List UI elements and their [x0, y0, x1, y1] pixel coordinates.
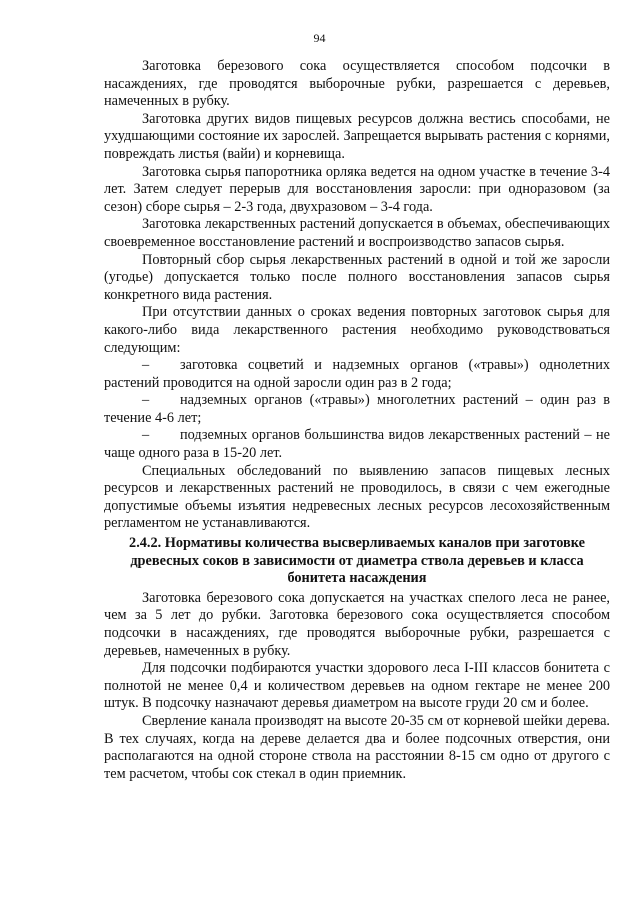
paragraph: Сверление канала производят на высоте 20-35 см от корневой шейки дерева. В тех случаях, когда на дереве делается два и более подсочных отверстия, они располагаются на одной стороне ствола на расстоянии 8-15 см одно от другого с тем расчетом, чтобы сок стекал в один приемник.: [104, 712, 610, 782]
list-item-text: заготовка соцветий и надземных органов («травы») однолетних растений проводится на одной заросли один раз в 2 года;: [104, 357, 610, 391]
document-body: [104, 58, 610, 783]
paragraph: Для подсочки подбираются участки здорового леса I-III классов бонитета с полнотой не менее 0,4 и количеством деревьев на одном гектаре не менее 200 штук. В подсочку назначают деревья диаметром на высоте груди 20 см и более.: [104, 660, 610, 712]
paragraph: Заготовка березового сока осуществляется способом подсочки в насаждениях, где проводятся выборочные рубки, разрешается с деревьев, намеченных в рубку.: [104, 58, 610, 110]
list-item-text: подземных органов большинства видов лекарственных растений – не чаще одного раза в 15-20 лет.: [104, 427, 610, 462]
section-heading: 2.4.2. Нормативы количества высверливаемых каналов при заготовке древесных соков в зависимости от диаметра ствола деревьев и класса бонитета насаждения: [129, 535, 585, 587]
paragraph: Заготовка других видов пищевых ресурсов должна вестись способами, не ухудшающими состояние их зарослей. Запрещается вырывать растения с корнями, повреждать листья (вайи) и корневища.: [104, 110, 610, 162]
paragraph: Заготовка лекарственных растений допускается в объемах, обеспечивающих своевременное восстановление растений и воспроизводство запасов сырья.: [104, 216, 610, 250]
paragraph: Заготовка березового сока допускается на участках спелого леса не ранее, чем за 5 лет до рубки. Заготовка березового сока осуществляется способом подсочки в насаждениях, где проводятся выборочные рубки, разрешается с деревьев, намеченных в рубку.: [104, 589, 610, 659]
list-item: [104, 357, 610, 392]
list-item-text: надземных органов («травы») многолетних растений – один раз в течение 4-6 лет;: [104, 392, 610, 426]
paragraph: Повторный сбор сырья лекарственных растений в одной и той же заросли (угодье) допускается только после полного восстановления запасов сырья конкретного вида растения.: [104, 251, 610, 303]
paragraph: Специальных обследований по выявлению запасов пищевых лесных ресурсов и лекарственных растений не проводилось, в связи с чем ежегодные допустимые объемы изъятия недревесных лесных ресурсов лесохозяйственным регламентом не устанавливаются.: [104, 462, 610, 532]
paragraph: При отсутствии данных о сроках ведения повторных заготовок сырья для какого-либо вида лекарственного растения необходимо руководствоваться следующим:: [104, 304, 610, 356]
dash-marker: –: [142, 427, 150, 444]
dash-marker: –: [142, 392, 150, 409]
dash-marker: –: [142, 357, 150, 374]
page-number: 94: [313, 31, 326, 45]
list-item: [104, 392, 610, 427]
list-item: [104, 427, 610, 462]
paragraph: Заготовка сырья папоротника орляка ведется на одном участке в течение 3-4 лет. Затем следует перерыв для восстановления заросли: при одноразовом (за сезон) сборе сырья – 2-3 года, двухразовом – 3-4 года.: [104, 163, 610, 215]
